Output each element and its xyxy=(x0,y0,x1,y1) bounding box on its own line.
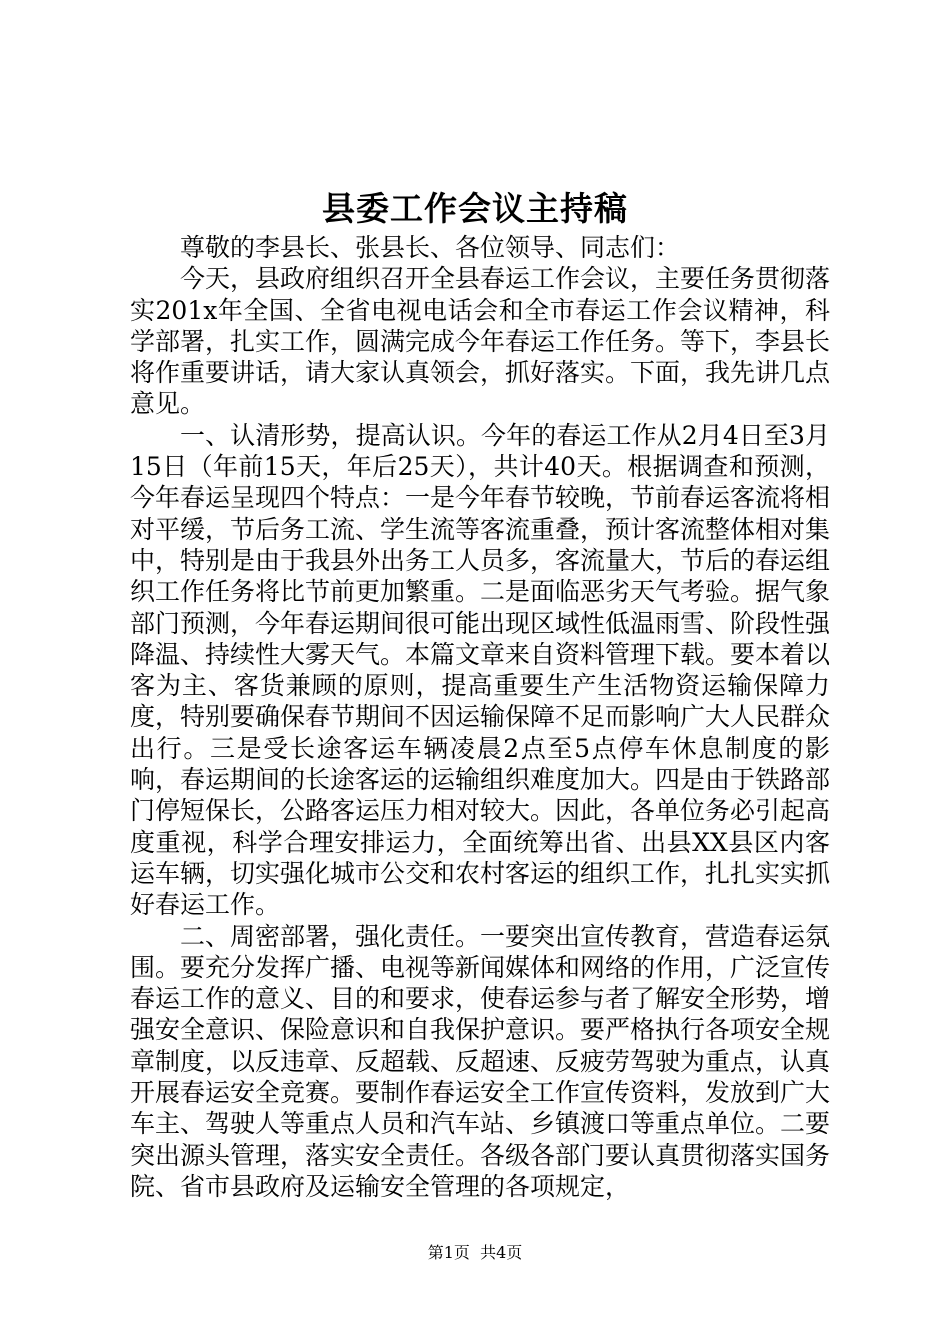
page-number: 第1页 xyxy=(427,1243,470,1262)
paragraph-2: 一、认清形势，提高认识。今年的春运工作从2月4日至3月15日（年前15天，年后25天），共计40天。根据调查和预测，今年春运呈现四个特点：一是今年春节较晚，节前春运客流将相对平缓，节后务工流、学生流等客流重叠，预计客流整体相对集中，特别是由于我县外出务工人员多，客流量大，节后的春运组织工作任务将比节前更加繁重。二是面临恶劣天气考验。据气象部门预测，今年春运期间很可能出现区域性低温雨雪、阶段性强降温、持续性大雾天气。本篇文章来自资料管理下载。要本着以客为主、客货兼顾的原则，提高重要生产生活物资运输保障力度，特别要确保春节期间不因运输保障不足而影响广大人民群众出行。三是受长途客运车辆凌晨2点至5点停车休息制度的影响，春运期间的长途客运的运输组织难度加大。四是由于铁路部门停短保长，公路客运压力相对较大。因此，各单位务必引起高度重视，科学合理安排运力，全面统筹出省、出县XX县区内客运车辆，切实强化城市公交和农村客运的组织工作，扎扎实实抓好春运工作。 xyxy=(130,420,831,920)
salutation: 尊敬的李县长、张县长、各位领导、同志们： xyxy=(180,233,681,262)
paragraph-1: 今天，县政府组织召开全县春运工作会议，主要任务贯彻落实201x年全国、全省电视电话会和全市春运工作会议精神，科学部署，扎实工作，圆满完成今年春运工作任务。等下，李县长将作重要讲话，请大家认真领会，抓好落实。下面，我先讲几点意见。 xyxy=(130,264,831,419)
document-title: 县委工作会议主持稿 xyxy=(322,189,628,228)
page-total: 共4页 xyxy=(480,1243,523,1262)
page-footer xyxy=(0,1243,950,1263)
footer-spacer xyxy=(470,1243,480,1262)
document-body xyxy=(130,232,830,1202)
paragraph-3: 二、周密部署，强化责任。一要突出宣传教育，营造春运氛围。要充分发挥广播、电视等新闻媒体和网络的作用，广泛宣传春运工作的意义、目的和要求，使春运参与者了解安全形势，增强安全意识、保险意识和自我保护意识。要严格执行各项安全规章制度，以反违章、反超载、反超速、反疲劳驾驶为重点，认真开展春运安全竞赛。要制作春运安全工作宣传资料，发放到广大车主、驾驶人等重点人员和汽车站、乡镇渡口等重点单位。二要突出源头管理，落实安全责任。各级各部门要认真贯彻落实国务院、省市县政府及运输安全管理的各项规定， xyxy=(130,921,831,1201)
